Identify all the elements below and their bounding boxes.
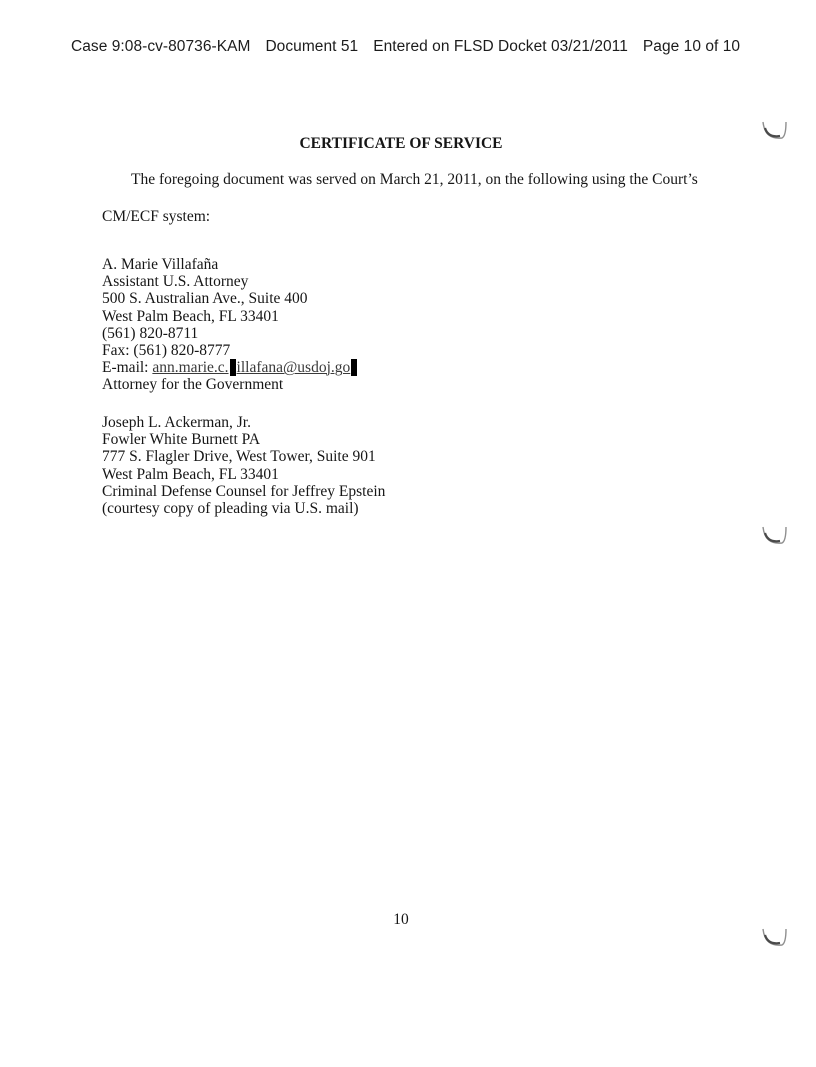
case-number: Case 9:08-cv-80736-KAM <box>71 38 251 55</box>
page-number: 10 <box>393 911 409 928</box>
recipient-fax: Fax: (561) 820-8777 <box>102 341 231 359</box>
service-statement-line-1: The foregoing document was served on March 21, 2011, on the following using the Court’s <box>131 171 698 188</box>
docket-header <box>71 38 740 56</box>
recipient-firm: Fowler White Burnett PA <box>102 431 261 449</box>
page-count: Page 10 of 10 <box>642 38 741 55</box>
recipient-title: Assistant U.S. Attorney <box>102 273 249 291</box>
recipient-phone: (561) 820-8711 <box>102 324 199 342</box>
certificate-title: CERTIFICATE OF SERVICE <box>299 135 503 152</box>
recipient-email-line <box>102 359 358 376</box>
recipient-address-line-2: West Palm Beach, FL 33401 <box>102 465 279 483</box>
recipient-note: (courtesy copy of pleading via U.S. mail) <box>102 499 359 517</box>
email-label: E-mail: <box>102 359 153 377</box>
docket-entry: Entered on FLSD Docket 03/21/2011 <box>373 38 628 55</box>
recipient-role: Attorney for the Government <box>102 376 284 394</box>
email-link-part-2[interactable]: illafana@usdoj.go <box>236 359 351 377</box>
binder-punch-hole-icon <box>760 925 788 951</box>
service-statement-line-2: CM/ECF system: <box>102 208 211 225</box>
document-number: Document 51 <box>265 38 359 55</box>
recipient-government-attorney <box>102 256 358 394</box>
recipient-defense-counsel <box>102 414 385 517</box>
recipient-address-line-2: West Palm Beach, FL 33401 <box>102 307 279 325</box>
recipient-name: Joseph L. Ackerman, Jr. <box>102 414 251 431</box>
binder-punch-hole-icon <box>760 523 788 549</box>
email-link-part-1[interactable]: ann.marie.c. <box>152 359 229 377</box>
redaction-bar <box>230 359 236 376</box>
recipient-address-line-1: 777 S. Flagler Drive, West Tower, Suite 901 <box>102 448 376 466</box>
recipient-role: Criminal Defense Counsel for Jeffrey Epstein <box>102 482 386 500</box>
recipient-address-line-1: 500 S. Australian Ave., Suite 400 <box>102 290 308 308</box>
redaction-bar <box>351 359 357 376</box>
recipient-name: A. Marie Villafaña <box>102 256 219 273</box>
binder-punch-hole-icon <box>760 118 788 144</box>
